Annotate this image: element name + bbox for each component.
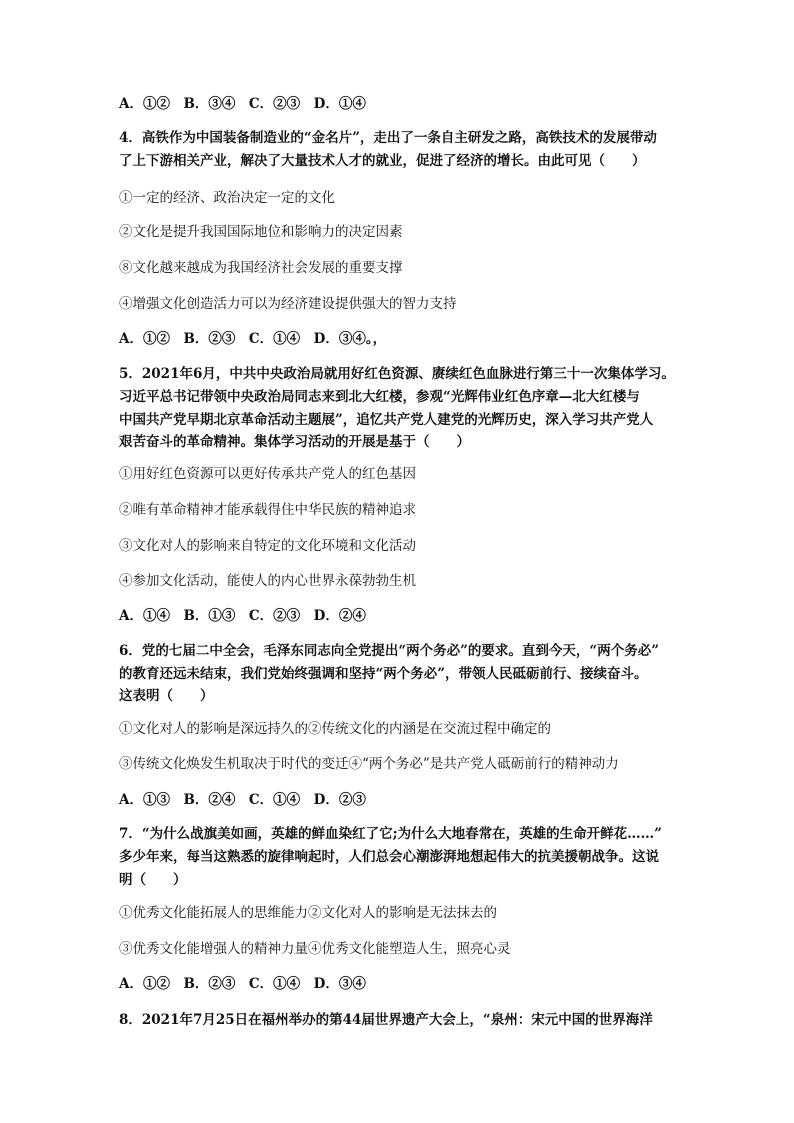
q7-stem-line-1: 7．“为什么战旗美如画，英雄的鲜血染红了它;为什么大地春常在，英雄的生命开鲜花……”	[119, 826, 662, 842]
q7-stem-line-3: 明（ ）	[119, 872, 187, 888]
q3-options: A．①② B．③④ C．②③ D．①④	[119, 96, 366, 112]
q5-stem-line-4: 艰苦奋斗的革命精神。集体学习活动的开展是基于（ ）	[119, 434, 470, 450]
q8-stem-line-1: 8．2021年7月25日在福州举办的第44届世界遗产大会上，“泉州：宋元中国的世界海洋	[119, 1012, 653, 1028]
q7-options: A．①② B．②③ C．①④ D．③④	[119, 976, 366, 992]
q5-stem-line-2: 习近平总书记带领中央政治局同志来到北大红楼，参观“光辉伟业红色序章—北大红楼与	[119, 389, 640, 405]
q7-statements-3-4: ③优秀文化能增强人的精神力量④优秀文化能塑造人生，照亮心灵	[119, 941, 511, 957]
q5-options: A．①④ B．①③ C．②③ D．②④	[119, 608, 366, 624]
q6-statements-1-2: ①文化对人的影响是深远持久的②传统文化的内涵是在交流过程中确定的	[119, 721, 551, 737]
q4-statement-2: ②文化是提升我国国际地位和影响力的决定因素	[119, 224, 403, 240]
q5-stem-line-3: 中国共产党早期北京革命活动主题展”，追忆共产党人建党的光辉历史，深入学习共产党人	[119, 412, 654, 428]
q6-stem-line-3: 这表明（ ）	[119, 688, 214, 704]
q6-stem-line-1: 6．党的七届二中全会，毛泽东同志向全党提出“两个务必”的要求。直到今天，“两个务必”	[119, 643, 659, 659]
q6-statements-3-4: ③传统文化焕发生机取决于时代的变迁④“两个务必”是共产党人砥砺前行的精神动力	[119, 756, 619, 772]
q4-stem-line-1: 4．高铁作为中国装备制造业的“金名片”，走出了一条自主研发之路，高铁技术的发展带动	[119, 130, 657, 146]
q5-statement-2: ②唯有革命精神才能承载得住中华民族的精神追求	[119, 502, 416, 518]
q4-statement-1: ①一定的经济、政治决定一定的文化	[119, 190, 335, 206]
q5-statement-3: ③文化对人的影响来自特定的文化环境和文化活动	[119, 538, 416, 554]
q7-stem-line-2: 多少年来，每当这熟悉的旋律响起时，人们总会心潮澎湃地想起伟大的抗美援朝战争。这说	[119, 849, 659, 865]
q4-statement-3: ⑧文化越来越成为我国经济社会发展的重要支撑	[119, 260, 403, 276]
q6-options: A．①③ B．②④ C．①④ D．②③	[119, 792, 366, 808]
q5-statement-1: ①用好红色资源可以更好传承共产党人的红色基因	[119, 466, 416, 482]
q7-statements-1-2: ①优秀文化能拓展人的思维能力②文化对人的影响是无法抹去的	[119, 905, 497, 921]
q4-stem-line-2: 了上下游相关产业，解决了大量技术人才的就业，促进了经济的增长。由此可见（ ）	[119, 153, 646, 169]
q5-statement-4: ④参加文化活动，能使人的内心世界永葆勃勃生机	[119, 573, 416, 589]
q5-stem-line-1: 5．2021年6月，中共中央政治局就用好红色资源、赓续红色血脉进行第三十一次集体学习。	[119, 366, 675, 382]
q4-options: A．①② B．②③ C．①④ D．③④。，	[119, 331, 387, 347]
q4-statement-4: ④增强文化创造活力可以为经济建设提供强大的智力支持	[119, 296, 457, 312]
q6-stem-line-2: 的教育还远未结束，我们党始终强调和坚持“两个务必”，带领人民砥砺前行、接续奋斗。	[119, 666, 648, 682]
